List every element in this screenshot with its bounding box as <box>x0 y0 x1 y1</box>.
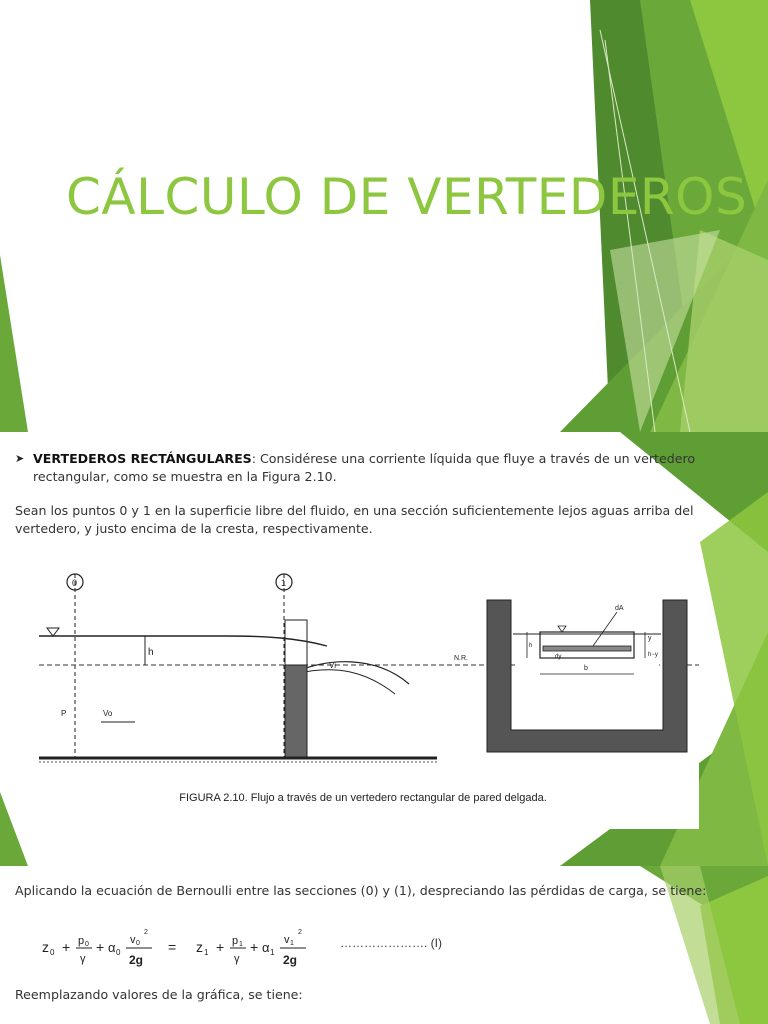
svg-text:1: 1 <box>204 948 209 957</box>
weir-diagram <box>27 552 699 829</box>
svg-text:v: v <box>284 934 290 946</box>
svg-text:p: p <box>232 935 239 947</box>
svg-text:γ: γ <box>80 953 86 965</box>
svg-text:0: 0 <box>116 948 121 957</box>
svg-text:α: α <box>262 940 270 955</box>
v0-label: Vo <box>103 709 113 718</box>
content-slide-weirs <box>0 432 768 866</box>
svg-text:z: z <box>42 939 49 955</box>
svg-text:1: 1 <box>270 948 275 957</box>
svg-text:2g: 2g <box>283 953 298 967</box>
h-minus-y-label: h−y <box>648 652 658 658</box>
v1-label: Vi <box>329 661 336 670</box>
svg-text:1: 1 <box>239 941 243 948</box>
bullet-heading: VERTEDEROS RECTÁNGULARES <box>33 451 252 466</box>
bernoulli-equation <box>40 924 510 972</box>
dy-label: dy <box>555 654 562 660</box>
b-label: b <box>584 665 588 672</box>
title-slide <box>0 0 768 432</box>
section-0-label: 0 <box>72 578 78 588</box>
figure-2-10 <box>27 552 699 829</box>
slide-title: CÁLCULO DE VERTEDEROS <box>66 168 748 226</box>
svg-text:+: + <box>96 939 105 955</box>
nr-label: N.R. <box>454 655 468 662</box>
h-label: h <box>148 647 154 658</box>
svg-text:p: p <box>78 935 85 947</box>
da-label: dA <box>615 605 624 612</box>
svg-text:+: + <box>216 939 225 955</box>
y-label: y <box>648 635 652 642</box>
paragraph-bernoulli: Aplicando la ecuación de Bernoulli entre las secciones (0) y (1), despreciando las pérdidas de carga, se tiene: <box>15 883 707 898</box>
bernoulli-formula <box>40 924 340 972</box>
paragraph-points: Sean los puntos 0 y 1 en la superficie libre del fluido, en una sección suficientemente lejos aguas arriba del vertedero, y justo encima de la cresta, respectivamente. <box>15 503 694 536</box>
figure-caption: FIGURA 2.10. Flujo a través de un vertedero rectangular de pared delgada. <box>179 792 547 804</box>
equation-reference: …………………. (I) <box>340 936 442 950</box>
svg-text:2g: 2g <box>129 953 144 967</box>
svg-text:γ: γ <box>234 953 240 965</box>
svg-text:1: 1 <box>290 940 294 947</box>
bullet-paragraph <box>15 450 705 486</box>
svg-text:z: z <box>196 939 203 955</box>
svg-text:0: 0 <box>50 948 55 957</box>
section-1-label: 1 <box>281 578 287 588</box>
paragraph-replace-values: Reemplazando valores de la gráfica, se tiene: <box>15 987 303 1002</box>
svg-text:2: 2 <box>144 929 148 936</box>
svg-text:+: + <box>62 939 71 955</box>
arrow-bullet-icon: ➤ <box>15 452 25 465</box>
svg-text:v: v <box>130 934 136 946</box>
content-slide-bernoulli <box>0 866 768 1024</box>
p-label: P <box>61 709 67 718</box>
svg-text:+: + <box>250 939 259 955</box>
h-small-label: h <box>529 643 533 649</box>
svg-text:0: 0 <box>85 941 89 948</box>
svg-text:α: α <box>108 940 116 955</box>
svg-text:2: 2 <box>298 929 302 936</box>
svg-text:=: = <box>168 939 177 955</box>
bullet-text: : Considérese una corriente líquida que fluye a través de un vertedero rectangular, como se muestra en la Figura 2.10. <box>33 451 696 484</box>
svg-text:0: 0 <box>136 940 140 947</box>
